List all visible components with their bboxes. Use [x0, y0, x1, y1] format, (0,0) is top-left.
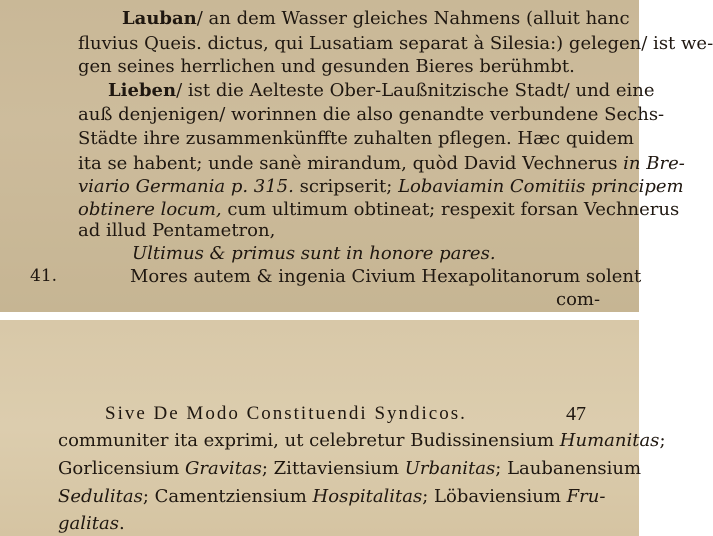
scan-page-bottom: [0, 320, 666, 536]
text-segment: Städte ihre zusammenkünffte zuhalten pflegen.: [78, 128, 518, 149]
catchword: com-: [556, 289, 601, 310]
text-segment: Humanitas: [559, 430, 660, 451]
text-segment: ; Laubanensium: [495, 458, 642, 479]
text-segment: ; Löbaviensium: [422, 486, 567, 507]
text-segment: .: [118, 513, 125, 534]
text-line: [58, 488, 605, 506]
text-line: [78, 201, 679, 219]
text-segment: ita se habent; unde sanè mirandum, quòd David Vechnerus: [78, 153, 624, 174]
text-line: ad illud Pentametron,: [78, 220, 276, 241]
text-line: [78, 130, 634, 148]
text-line: gen seines herrlichen und gesunden Bieres berühmbt.: [78, 56, 575, 77]
text-segment: Gravitas: [185, 458, 262, 479]
text-segment: / an dem Wasser gleiches Nahmens: [196, 8, 526, 29]
text-segment: Gorlicensium: [58, 458, 186, 479]
text-segment: ; Camentziensium: [142, 486, 313, 507]
text-segment: Fru-: [566, 486, 606, 507]
text-segment: communiter ita exprimi, ut celebretur Budissinensium: [58, 430, 560, 451]
text-segment: galitas: [58, 513, 119, 534]
text-line: [78, 178, 684, 196]
verse-line: Ultimus & primus sunt in honore pares.: [132, 243, 496, 264]
text-segment: ;: [659, 430, 666, 451]
text-segment: Hæc quidem: [517, 128, 634, 149]
text-segment: cum ultimum obtineat; respexit forsan Vechnerus: [221, 199, 680, 220]
page-number: 47: [566, 403, 586, 425]
text-line: Mores autem & ingenia Civium Hexapolitanorum solent: [130, 266, 642, 287]
text-line: [58, 460, 641, 478]
text-segment: fluvius Queis. dictus, qui Lusatiam separat à Silesia:): [78, 33, 569, 54]
text-segment: / ist die Aelteste Ober-Laußnitzische Stadt/ und eine: [176, 80, 655, 101]
text-line: [108, 82, 655, 100]
text-segment: Lieben: [108, 80, 177, 101]
text-segment: in Bre-: [623, 153, 685, 174]
text-segment: gelegen/ ist we-: [568, 33, 713, 54]
text-segment: ; Zittaviensium: [261, 458, 405, 479]
text-segment: Sedulitas: [58, 486, 143, 507]
text-segment: scripserit;: [293, 176, 399, 197]
text-segment: Urbanitas: [404, 458, 496, 479]
text-line: [78, 35, 713, 53]
text-line: [78, 155, 685, 173]
text-segment: Hospitalitas: [312, 486, 423, 507]
text-line: [122, 10, 630, 28]
text-segment: Lauban: [122, 8, 197, 29]
text-line: [58, 432, 666, 450]
text-segment: Lobaviamin Comitiis principem: [398, 176, 684, 197]
running-head: Sive De Modo Constituendi Syndicos.: [105, 403, 467, 424]
text-segment: obtinere locum,: [78, 199, 222, 220]
paragraph-number: 41.: [30, 266, 58, 286]
divider: [0, 312, 639, 320]
text-segment: viario Germania p. 315.: [78, 176, 294, 197]
text-segment: (alluit hanc: [526, 8, 630, 29]
text-line: [58, 515, 125, 533]
text-line: auß denjenigen/ worinnen die also genandte verbundene Sechs-: [78, 104, 665, 125]
